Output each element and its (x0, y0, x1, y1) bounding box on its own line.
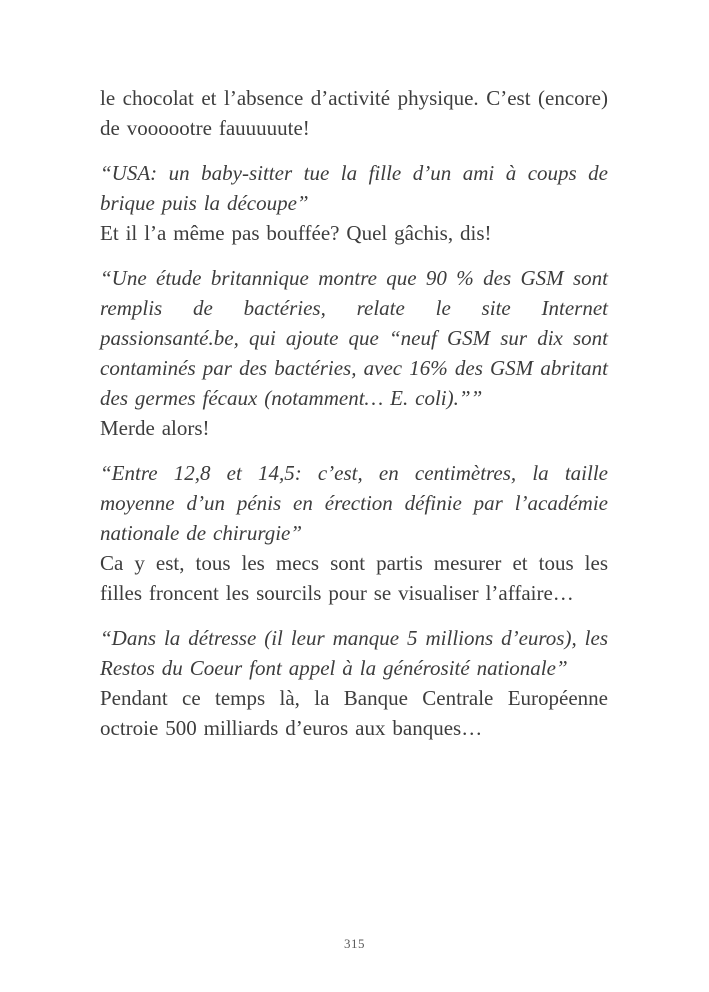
page-number: 315 (344, 936, 365, 951)
commentary: Et il l’a même pas bouffée? Quel gâchis, dis! (100, 221, 492, 245)
headline-quote: “Entre 12,8 et 14,5: c’est, en centimètres, la taille moyenne d’un pénis en érection définie par l’académie nationale de chirurgie” (100, 461, 608, 545)
quote-block (100, 263, 608, 443)
headline-quote: “USA: un baby-sitter tue la fille d’un ami à coups de brique puis la découpe” (100, 161, 608, 215)
quote-block (100, 623, 608, 743)
headline-quote: “Dans la détresse (il leur manque 5 millions d’euros), les Restos du Coeur font appel à la générosité nationale” (100, 626, 608, 680)
commentary: Pendant ce temps là, la Banque Centrale Européenne octroie 500 milliards d’euros aux banques… (100, 686, 608, 740)
quote-block (100, 458, 608, 608)
headline-quote: “Une étude britannique montre que 90 % des GSM sont remplis de bactéries, relate le site Internet passionsanté.be, qui ajoute que “neuf GSM sur dix sont contaminés par des bactéries, avec 16% des GSM abritant des germes fécaux (notamment… E. coli).”” (100, 266, 608, 410)
intro-paragraph: le chocolat et l’absence d’activité physique. C’est (encore) de voooootre fauuuuute! (100, 86, 608, 140)
commentary: Ca y est, tous les mecs sont partis mesurer et tous les filles froncent les sourcils pour se visualiser l’affaire… (100, 551, 608, 605)
quote-block (100, 158, 608, 248)
commentary: Merde alors! (100, 416, 210, 440)
